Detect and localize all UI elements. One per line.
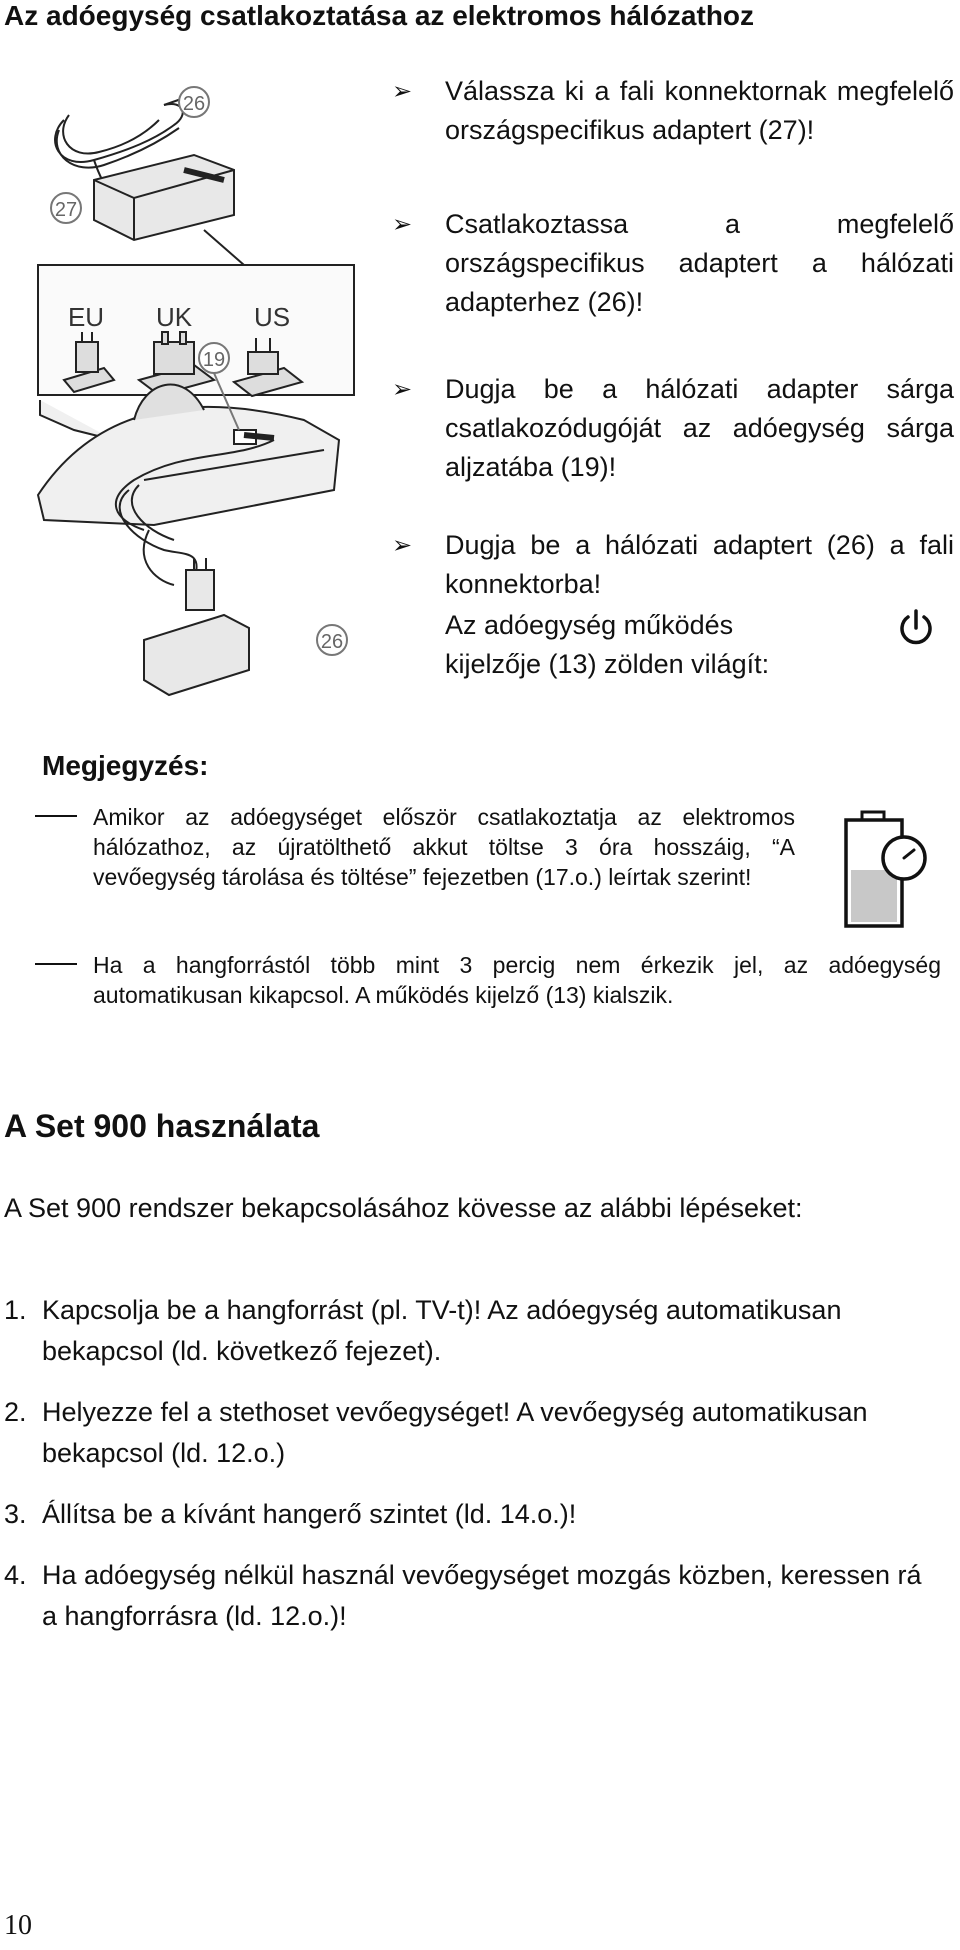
instruction-item — [392, 205, 954, 322]
bullet-arrow-icon: ➢ — [392, 78, 413, 105]
page-title: Az adóegység csatlakoztatása az elektromos hálózathoz — [4, 0, 755, 31]
power-status-line-1: Az adóegység működés — [445, 610, 734, 640]
step-item — [4, 1555, 924, 1637]
instruction-item — [392, 72, 954, 150]
instruction-text: Dugja be a hálózati adaptert (26) a fali konnektorba! — [445, 530, 954, 599]
step-text: Ha adóegység nélkül használ vevőegységet mozgás közben, keressen rá a hangforrásra (ld. 12.o.)! — [42, 1560, 922, 1631]
battery-charging-clock-icon — [842, 810, 942, 930]
step-number: 3. — [4, 1499, 27, 1529]
callout-26-top: 26 — [182, 93, 206, 115]
plug-label-us: US — [253, 302, 291, 332]
instruction-item — [392, 370, 954, 487]
instruction-text: Válassza ki a fali konnektornak megfelelő országspecifikus adaptert (27)! — [445, 76, 954, 145]
instruction-text: Dugja be a hálózati adapter sárga csatlakozódugóját az adóegység sárga aljzatába (19)! — [445, 374, 954, 482]
step-item — [4, 1392, 924, 1474]
step-text: Kapcsolja be a hangforrást (pl. TV-t)! Az adóegység automatikusan bekapcsol (ld. következő fejezet). — [42, 1295, 842, 1366]
power-adapter-top — [94, 155, 234, 240]
bullet-arrow-icon: ➢ — [392, 532, 413, 559]
instruction-item — [392, 526, 954, 604]
callout-27: 27 — [54, 199, 78, 221]
step-number: 4. — [4, 1560, 27, 1590]
power-icon — [896, 608, 936, 648]
step-number: 1. — [4, 1295, 27, 1325]
transmitter-base-unit — [38, 385, 339, 525]
instruction-text: Csatlakoztassa a megfelelő országspecifikus adaptert a hálózati adapterhez (26)! — [445, 209, 954, 317]
power-status-text — [445, 606, 769, 684]
dash-marker — [35, 815, 77, 817]
note-item — [35, 950, 941, 1010]
page-number: 10 — [4, 1910, 32, 1941]
step-item — [4, 1290, 924, 1372]
plug-label-uk: UK — [155, 302, 193, 332]
step-text: Állítsa be a kívánt hangerő szintet (ld. 14.o.)! — [42, 1499, 577, 1529]
bullet-arrow-icon: ➢ — [392, 376, 413, 403]
section-title: A Set 900 használata — [4, 1108, 320, 1144]
step-text: Helyezze fel a stethoset vevőegységet! A vevőegység automatikusan bekapcsol (ld. 12.o.) — [42, 1397, 868, 1468]
step-number: 2. — [4, 1397, 27, 1427]
plug-label-eu: EU — [67, 302, 105, 332]
bullet-arrow-icon: ➢ — [392, 211, 413, 238]
callout-26-bottom: 26 — [320, 631, 344, 653]
callout-19: 19 — [202, 349, 226, 371]
adapter-connection-illustration — [34, 80, 374, 700]
note-text: Ha a hangforrástól több mint 3 percig nem érkezik jel, az adóegység automatikusan kikapcsol. A működés kijelző (13) kialszik. — [93, 952, 941, 1008]
note-item — [35, 802, 795, 892]
section-intro: A Set 900 rendszer bekapcsolásához kövesse az alábbi lépéseket: — [4, 1193, 803, 1223]
plug-arrow — [244, 435, 274, 438]
dash-marker — [35, 963, 77, 965]
note-text: Amikor az adóegységet először csatlakoztatja az elektromos hálózathoz, az újratölthető akkut töltse 3 óra hosszáig, “A vevőegység tárolása és töltése” fejezetben (17.o.) leírtak szerint! — [93, 804, 795, 890]
power-status-line-2: kijelzője (13) zölden világít: — [445, 649, 770, 679]
note-heading: Megjegyzés: — [42, 750, 209, 781]
step-item — [4, 1494, 924, 1535]
